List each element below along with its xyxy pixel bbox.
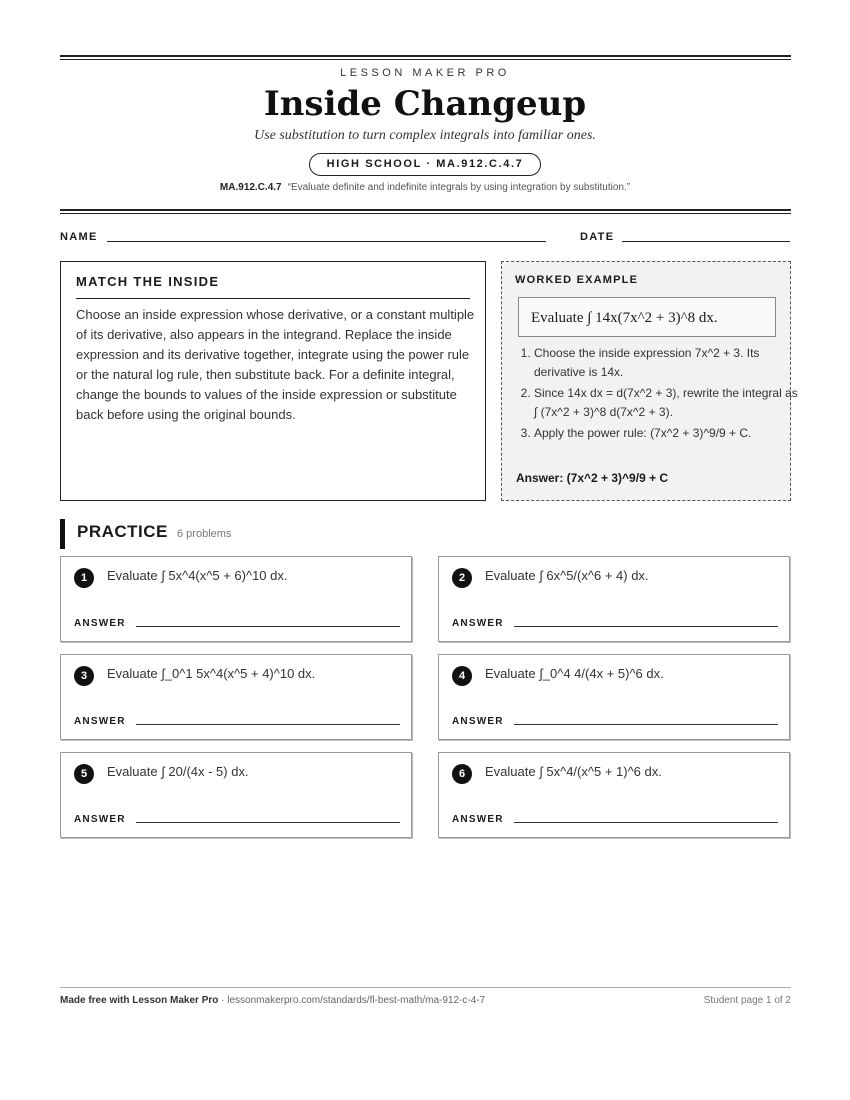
problem-number: 1 — [74, 568, 94, 588]
answer-field[interactable] — [514, 822, 778, 823]
answer-field[interactable] — [136, 724, 400, 725]
standard-code: MA.912.C.4.7 — [219, 182, 282, 193]
name-field[interactable] — [107, 241, 546, 242]
worked-step: 2. Since 14x dx = d(7x^2 + 3), rewrite the integral as ∫ (7x^2 + 3)^8 d(7x^2 + 3). — [534, 384, 798, 422]
problem-number: 6 — [452, 764, 472, 784]
date-field[interactable] — [622, 241, 790, 242]
standard-text: “Evaluate definite and indefinite integrals by using integration by substitution.” — [287, 182, 631, 193]
worked-step: 3. Apply the power rule: (7x^2 + 3)^9/9 + C. — [534, 424, 798, 443]
worked-example-answer: Answer: (7x^2 + 3)^9/9 + C — [516, 471, 669, 485]
name-label: NAME — [60, 231, 98, 243]
footer-url: · lessonmakerpro.com/standards/fl-best-math/ma-912-c-4-7 — [218, 995, 486, 1006]
header-bottom-rule — [60, 209, 791, 211]
header-top-rule — [60, 55, 791, 57]
problem-card — [60, 556, 412, 642]
match-box-divider — [76, 298, 470, 299]
footer-divider — [60, 987, 791, 988]
problem-text: Evaluate ∫ 6x^5/(x^6 + 4) dx. — [485, 568, 649, 583]
problem-card — [438, 654, 790, 740]
answer-field[interactable] — [514, 724, 778, 725]
problem-number: 2 — [452, 568, 472, 588]
answer-label: ANSWER — [452, 716, 504, 727]
answer-label: ANSWER — [74, 618, 126, 629]
answer-field[interactable] — [136, 626, 400, 627]
answer-label: ANSWER — [74, 814, 126, 825]
problem-card — [438, 752, 790, 838]
footer-credit — [60, 995, 485, 1006]
footer-made-with: Made free with Lesson Maker Pro — [60, 995, 219, 1006]
problem-card — [60, 752, 412, 838]
answer-label: ANSWER — [452, 814, 504, 825]
problem-text: Evaluate ∫_0^1 5x^4(x^5 + 4)^10 dx. — [107, 666, 316, 681]
page-title: Inside Changeup — [263, 84, 587, 124]
worked-example-box — [501, 261, 798, 501]
match-box-title: MATCH THE INSIDE — [76, 274, 220, 289]
standard-description — [0, 182, 850, 193]
problem-card — [60, 654, 412, 740]
match-box-body: Choose an inside expression whose derivative, or a constant multiple of its derivative, also appears in the integrand. Replace the inside expression and its derivative together, integrate using the power rule or the natural log rule, then substitute back. For a definite integral, change the bounds to values of the inside expression or substitute back before using the original bounds. — [76, 307, 475, 422]
grade-standard-badge: HIGH SCHOOL · MA.912.C.4.7 — [309, 153, 541, 176]
answer-field[interactable] — [136, 822, 400, 823]
answer-label: ANSWER — [452, 618, 504, 629]
problem-card — [438, 556, 790, 642]
problem-text: Evaluate ∫ 20/(4x - 5) dx. — [107, 764, 249, 779]
answer-field[interactable] — [514, 626, 778, 627]
problem-number: 4 — [452, 666, 472, 686]
problem-text: Evaluate ∫_0^4 4/(4x + 5)^6 dx. — [485, 666, 664, 681]
problem-text: Evaluate ∫ 5x^4/(x^5 + 1)^6 dx. — [485, 764, 662, 779]
answer-label: ANSWER — [74, 716, 126, 727]
practice-heading: PRACTICE — [77, 522, 168, 541]
worked-example-problem: Evaluate ∫ 14x(7x^2 + 3)^8 dx. — [518, 297, 776, 337]
practice-accent-bar — [60, 519, 65, 549]
match-the-inside-box — [60, 261, 486, 501]
worked-example-steps — [515, 344, 798, 445]
problem-number: 5 — [74, 764, 94, 784]
page-subtitle: Use substitution to turn complex integrals into familiar ones. — [254, 128, 596, 143]
practice-count: 6 problems — [177, 528, 232, 540]
date-label: DATE — [580, 231, 615, 243]
worked-step: 1. Choose the inside expression 7x^2 + 3. Its derivative is 14x. — [534, 344, 798, 382]
problem-text: Evaluate ∫ 5x^4(x^5 + 6)^10 dx. — [107, 568, 288, 583]
brand-name: LESSON MAKER PRO — [340, 67, 510, 79]
footer-page-number: Student page 1 of 2 — [703, 995, 791, 1006]
problem-number: 3 — [74, 666, 94, 686]
worked-example-title: WORKED EXAMPLE — [515, 274, 639, 286]
